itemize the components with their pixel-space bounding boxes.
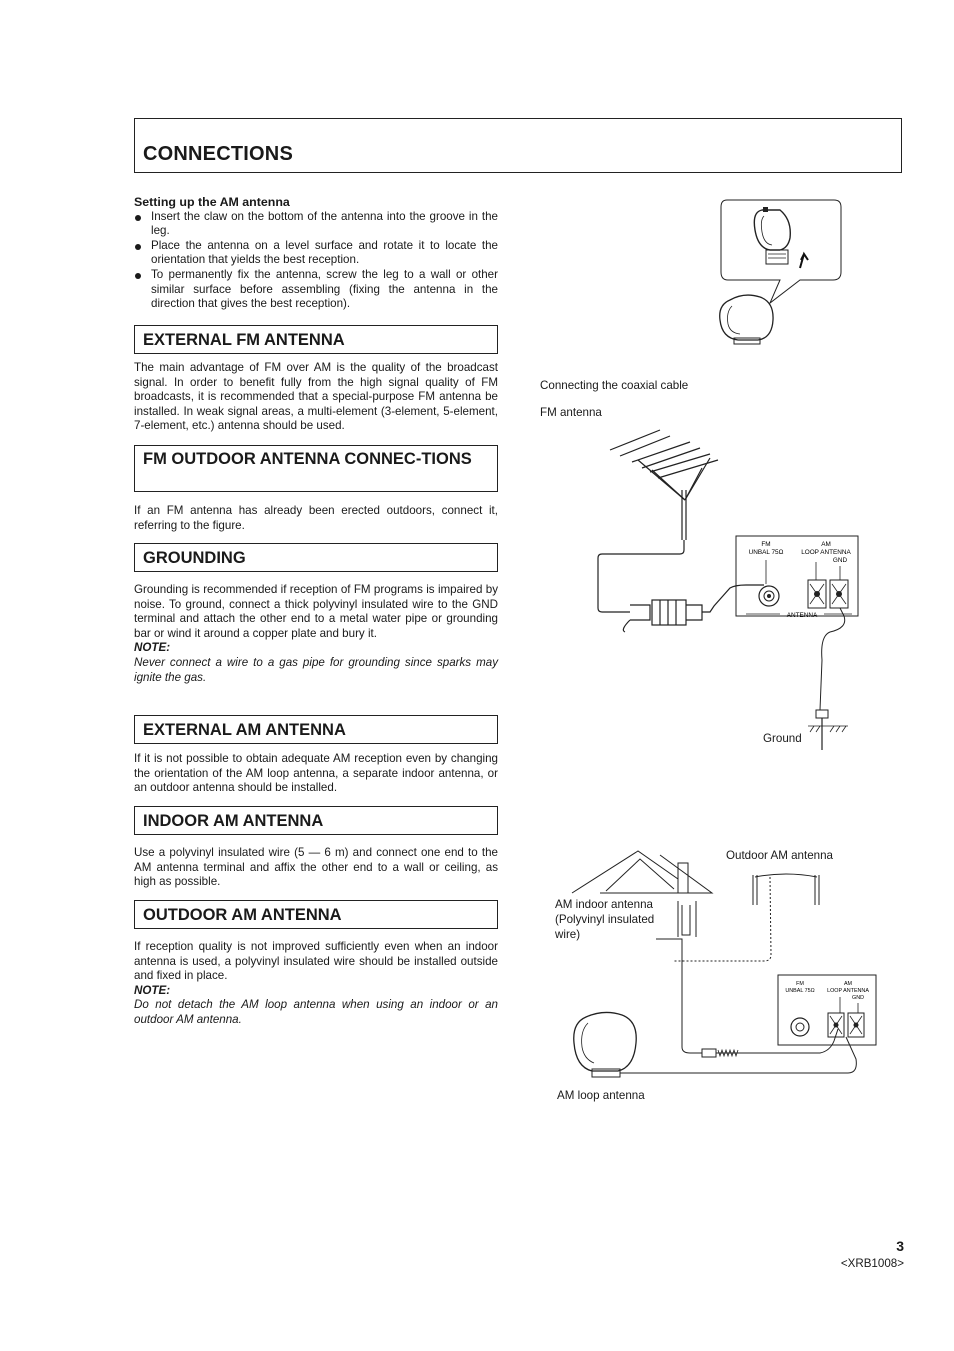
outdoor-am-antenna-label: Outdoor AM antenna xyxy=(726,849,833,862)
terminal-loop-label-2: LOOP ANTENNA xyxy=(827,988,869,994)
coax-caption: Connecting the coaxial cable xyxy=(540,379,689,392)
external-fm-heading-box xyxy=(134,325,498,354)
am-loop-antenna-label: AM loop antenna xyxy=(557,1089,645,1102)
outdoor-am-heading: OUTDOOR AM ANTENNA xyxy=(143,906,342,924)
grounding-note-heading: NOTE: xyxy=(134,641,171,655)
outdoor-am-text xyxy=(134,940,498,1028)
terminal-unbal-label-2: UNBAL 75Ω xyxy=(785,988,815,994)
am-loop-antenna-icon xyxy=(574,1012,636,1077)
terminal-fm-label: FM xyxy=(761,541,771,548)
page-number: 3 xyxy=(896,1238,904,1254)
am-setup-list xyxy=(134,210,498,312)
title-box xyxy=(134,118,902,173)
external-am-heading-box xyxy=(134,715,498,744)
terminal-am-label: AM xyxy=(821,541,831,548)
fm-antenna-label: FM antenna xyxy=(540,406,602,419)
indoor-am-heading: INDOOR AM ANTENNA xyxy=(143,812,324,830)
doc-code: <XRB1008> xyxy=(840,1257,904,1270)
terminal-loop-label: LOOP ANTENNA xyxy=(801,549,851,556)
am-setup-heading: Setting up the AM antenna xyxy=(134,195,290,209)
indoor-am-body: Use a polyvinyl insulated wire (5 — 6 m) and connect one end to the AM antenna terminal and affix the other end to a wall or ceiling, as high as possible. xyxy=(134,846,498,889)
terminal-antenna-label: ANTENNA xyxy=(786,612,818,619)
fm-outdoor-body: If an FM antenna has already been erected outdoors, connect it, referring to the figure. xyxy=(134,504,498,532)
terminal-gnd-label: GND xyxy=(832,557,848,564)
terminal-gnd-label-2: GND xyxy=(852,995,864,1001)
list-item: To permanently fix the antenna, screw the leg to a wall or other similar surface before assembling (fixing the antenna in the direction that gives the best reception). xyxy=(134,268,498,312)
ground-label: Ground xyxy=(763,732,802,745)
am-indoor-label-line3: wire) xyxy=(555,928,581,941)
terminal-fm-label-2: FM xyxy=(796,981,804,987)
outdoor-am-note-text: Do not detach the AM loop antenna when using an indoor or an outdoor AM antenna. xyxy=(134,998,498,1026)
grounding-heading: GROUNDING xyxy=(143,549,246,567)
ground-clamp-icon xyxy=(816,710,828,718)
terminal-unbal-label: UNBAL 75Ω xyxy=(748,549,784,556)
list-item: Insert the claw on the bottom of the antenna into the groove in the leg. xyxy=(134,210,498,239)
indoor-am-heading-box xyxy=(134,806,498,835)
am-indoor-label-line2: (Polyvinyl insulated xyxy=(555,913,655,926)
fm-outdoor-heading: FM OUTDOOR ANTENNA CONNEC-TIONS xyxy=(143,450,472,468)
am-antenna-figure xyxy=(550,845,885,1085)
fm-antenna-icon xyxy=(598,430,764,632)
fm-jack-icon-2 xyxy=(791,1018,809,1036)
am-indoor-antenna-label xyxy=(555,897,656,942)
outdoor-am-heading-box xyxy=(134,900,498,929)
grounding-heading-box xyxy=(134,543,498,572)
grounding-body: Grounding is recommended if reception of FM programs is impaired by noise. To ground, connect a thick polyvinyl insulated wire to the GND terminal and attach the other end to a metal water pipe or grounding bar or wind it around a copper plate and bury it. xyxy=(134,583,498,640)
terminal-am-label-2: AM xyxy=(843,981,853,987)
page-title: CONNECTIONS xyxy=(143,143,293,165)
outdoor-am-body: If reception quality is not improved sufficiently even when an indoor antenna is used, a polyvinyl insulated wire should be installed outside and fixed in place. xyxy=(134,940,498,983)
am-setup-section xyxy=(134,195,498,312)
am-indoor-label-line1: AM indoor antenna xyxy=(555,898,653,911)
grounding-note-text: Never connect a wire to a gas pipe for grounding since sparks may ignite the gas. xyxy=(134,655,498,684)
terminal-panel-2 xyxy=(778,975,876,1045)
am-loop-setup-figure xyxy=(700,190,860,350)
list-item: Place the antenna on a level surface and rotate it to locate the orientation that yields the best reception. xyxy=(134,239,498,268)
grounding-text xyxy=(134,583,498,685)
fm-outdoor-heading-box xyxy=(134,445,498,492)
outdoor-am-note-heading: NOTE: xyxy=(134,983,171,997)
external-am-body: If it is not possible to obtain adequate AM reception even by changing the orientation of the AM loop antenna, a separate indoor antenna, or an outdoor antenna should be installed. xyxy=(134,752,498,795)
fm-antenna-figure xyxy=(590,420,870,760)
external-fm-body: The main advantage of FM over AM is the quality of the broadcast signal. In order to benefit fully from the high signal quality of FM broadcasts, it is recommended that a special-purpose FM antenna be installed. In weak signal areas, a multi-element (3-element, 5-element, 7-element, etc.) antenna should be used. xyxy=(134,361,498,433)
external-am-heading: EXTERNAL AM ANTENNA xyxy=(143,721,346,739)
external-fm-heading: EXTERNAL FM ANTENNA xyxy=(143,331,345,349)
